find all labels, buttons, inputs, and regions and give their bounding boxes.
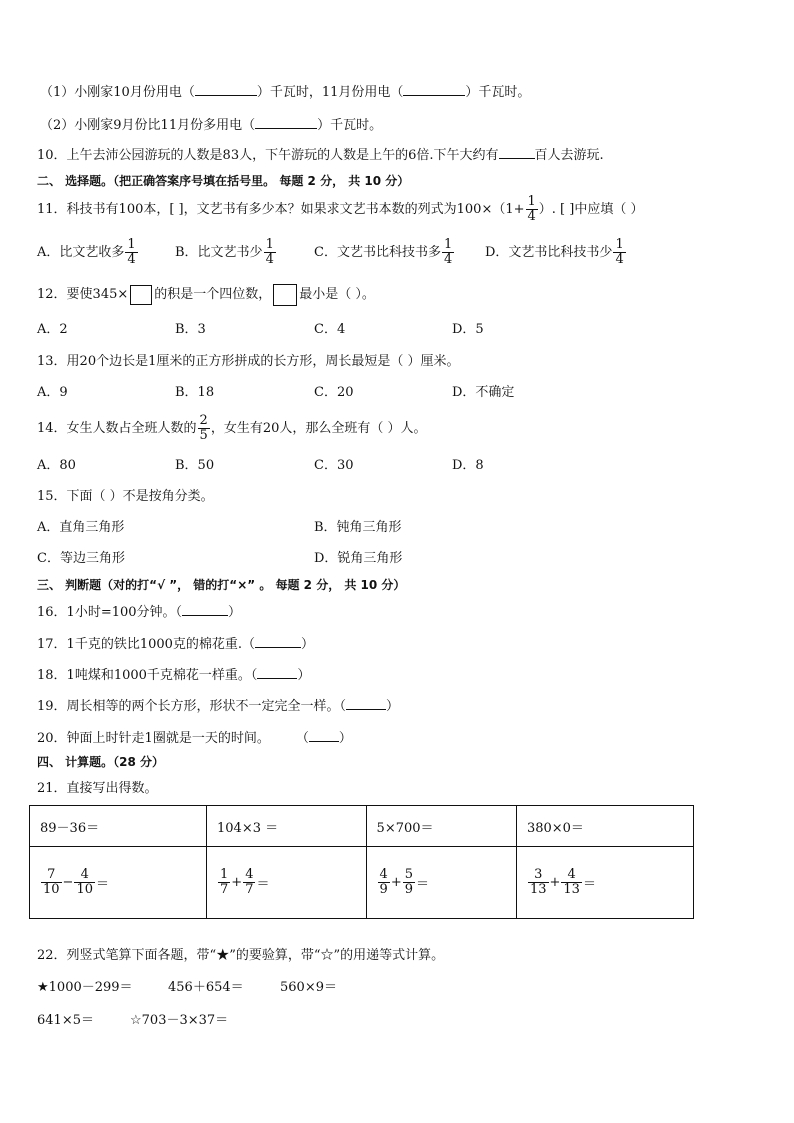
fraction: $\frac{2}{5}$ [199, 413, 208, 443]
q15-option-a[interactable]: A．直角三角形 [37, 520, 125, 535]
fraction: $\frac{4}{13}$ [563, 867, 580, 897]
q9-part1: （1）小刚家10月份用电（ ）千瓦时，11月份用电（ ）千瓦时。 [40, 82, 530, 102]
fraction: $\frac{1}{7}$ [220, 867, 229, 897]
question-15: 15．下面（ ）不是按角分类。 [37, 489, 214, 504]
answer-blank[interactable] [257, 665, 297, 679]
q11-option-b[interactable]: B．比文艺书少 $\frac{1}{4}$ [175, 237, 274, 267]
table-row [30, 847, 694, 919]
q13-option-b[interactable]: B．18 [175, 385, 215, 400]
q22-item: ☆703－3×37＝ [130, 1013, 229, 1028]
q14-option-b[interactable]: B．50 [175, 458, 215, 473]
question-13: 13．用20个边长是1厘米的正方形拼成的长方形，周长最短是（ ）厘米。 [37, 354, 460, 369]
fraction: $\frac{4}{10}$ [76, 867, 93, 897]
q12-option-a[interactable]: A．2 [37, 322, 68, 337]
calc-cell[interactable]: $\frac{7}{10}$ − $\frac{4}{10}$ ＝ [30, 847, 207, 919]
q22-item: 641×5＝ [37, 1013, 94, 1028]
q11-option-a[interactable]: A．比文艺收多 $\frac{1}{4}$ [37, 237, 136, 267]
fraction: $\frac{4}{7}$ [245, 867, 254, 897]
answer-blank[interactable] [195, 82, 257, 96]
mental-math-table [29, 805, 694, 919]
calc-cell[interactable]: 380×0＝ [516, 806, 693, 847]
table-row [30, 806, 694, 847]
q11-option-d[interactable]: D．文艺书比科技书少 $\frac{1}{4}$ [485, 237, 624, 267]
fraction: $\frac{7}{10}$ [43, 867, 60, 897]
q13-option-d[interactable]: D．不确定 [452, 385, 515, 400]
fraction: $\frac{4}{9}$ [379, 867, 388, 897]
q14-option-c[interactable]: C．30 [314, 458, 354, 473]
q12-option-b[interactable]: B．3 [175, 322, 206, 337]
q13-option-a[interactable]: A．9 [37, 385, 68, 400]
fraction: $\frac{1}{4}$ [615, 237, 624, 267]
section-3-heading: 三、 判断题（对的打“√ ”， 错的打“×” 。 每题 2 分， 共 10 分） [37, 578, 406, 592]
q15-option-c[interactable]: C．等边三角形 [37, 551, 125, 566]
fraction: $\frac{1}{4}$ [527, 194, 536, 224]
calc-cell[interactable]: 5×700＝ [366, 806, 516, 847]
answer-blank[interactable] [309, 728, 339, 742]
answer-blank[interactable] [499, 145, 535, 159]
section-2-heading: 二、 选择题。（把正确答案序号填在括号里。 每题 2 分， 共 10 分） [37, 174, 410, 188]
question-18: 18．1吨煤和1000千克棉花一样重。（ ） [37, 665, 310, 685]
fraction: $\frac{1}{4}$ [127, 237, 136, 267]
answer-blank[interactable] [403, 82, 465, 96]
fraction: $\frac{3}{13}$ [529, 867, 547, 897]
fraction: $\frac{1}{4}$ [265, 237, 274, 267]
q15-option-b[interactable]: B．钝角三角形 [314, 520, 402, 535]
calc-cell[interactable]: 89－36＝ [30, 806, 207, 847]
question-22-title: 22．列竖式笔算下面各题，带“★”的要验算，带“☆”的用递等式计算。 [37, 948, 445, 963]
blank-box[interactable] [273, 284, 297, 306]
q9-part2: （2）小刚家9月份比11月份多用电（ ）千瓦时。 [40, 115, 382, 135]
q22-item: 560×9＝ [280, 980, 337, 995]
question-21-title: 21．直接写出得数。 [37, 781, 158, 796]
calc-cell[interactable]: $\frac{1}{7}$ + $\frac{4}{7}$ ＝ [207, 847, 367, 919]
blank-box[interactable] [130, 285, 152, 305]
fraction: $\frac{1}{4}$ [443, 237, 453, 267]
answer-blank[interactable] [182, 602, 228, 616]
q22-item: 456＋654＝ [168, 980, 244, 995]
answer-blank[interactable] [255, 115, 317, 129]
calc-cell[interactable]: $\frac{3}{13}$ + $\frac{4}{13}$ ＝ [516, 847, 693, 919]
question-10: 10．上午去沛公园游玩的人数是83人，下午游玩的人数是上午的6倍.下午大约有 百人去游玩. [37, 145, 604, 165]
q12-option-c[interactable]: C．4 [314, 322, 346, 337]
fraction: $\frac{5}{9}$ [404, 867, 414, 897]
answer-blank[interactable] [255, 634, 301, 648]
q14-option-a[interactable]: A．80 [37, 458, 76, 473]
q13-option-c[interactable]: C．20 [314, 385, 354, 400]
question-12: 12．要使345× 的积是一个四位数， 最小是（ ）。 [37, 283, 375, 307]
answer-blank[interactable] [346, 696, 386, 710]
q22-item: ★1000－299＝ [37, 980, 133, 995]
q11-option-c[interactable]: C．文艺书比科技书多 $\frac{1}{4}$ [314, 237, 453, 267]
calc-cell[interactable]: 104×3 ＝ [207, 806, 367, 847]
q15-option-d[interactable]: D．锐角三角形 [314, 551, 403, 566]
q12-option-d[interactable]: D．5 [452, 322, 484, 337]
question-20: 20．钟面上时针走1圈就是一天的时间。 （ ） [37, 728, 352, 748]
q14-option-d[interactable]: D．8 [452, 458, 484, 473]
question-17: 17．1千克的铁比1000克的棉花重.（ ） [37, 634, 314, 654]
section-4-heading: 四、 计算题。（28 分） [37, 755, 165, 769]
question-16: 16．1小时=100分钟。（ ） [37, 602, 241, 622]
question-11: 11．科技书有100本，[ ]，文艺书有多少本？如果求文艺书本数的列式为100×（1+ $\frac{1}{4}$ ）. [ ]中应填（ ） [37, 194, 644, 224]
calc-cell[interactable]: $\frac{4}{9}$ + $\frac{5}{9}$ ＝ [366, 847, 516, 919]
question-14: 14．女生人数占全班人数的 $\frac{2}{5}$ ，女生有20人，那么全班有（ ）人。 [37, 413, 427, 443]
question-19: 19．周长相等的两个长方形，形状不一定完全一样。（ ） [37, 696, 399, 716]
